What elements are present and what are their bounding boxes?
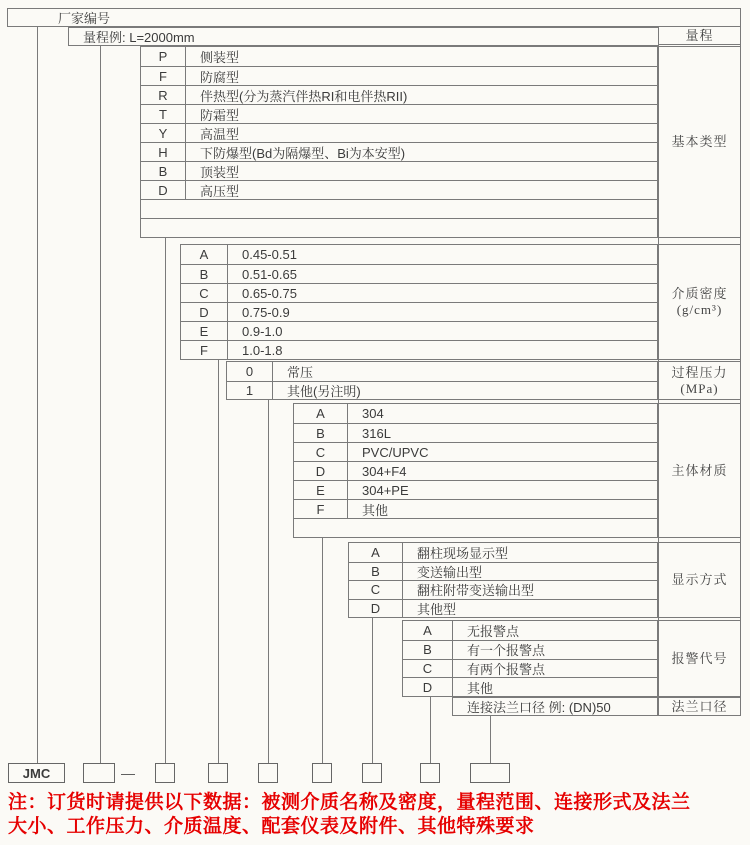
- order-code-box-basic-type: [155, 763, 175, 783]
- order-code-box-material: [312, 763, 332, 783]
- table-row: [294, 442, 657, 461]
- row-desc: 高温型: [200, 126, 240, 142]
- row-desc: 有一个报警点: [467, 643, 546, 659]
- row-desc: 0.45-0.51: [242, 247, 297, 262]
- row-desc: 防霜型: [200, 107, 240, 123]
- order-code-box-display: [362, 763, 382, 783]
- row-desc: 高压型: [200, 183, 240, 199]
- row-code: T: [141, 105, 186, 123]
- row-desc: 其他: [467, 680, 494, 696]
- table-row: [141, 85, 657, 104]
- row-desc: 0.9-1.0: [242, 323, 283, 339]
- table-row: [227, 381, 657, 400]
- table-row: [181, 340, 657, 359]
- section-label-process-pressure: 过程压力 (MPa): [659, 361, 740, 400]
- row-code: D: [294, 462, 348, 480]
- connector-line: [218, 360, 219, 763]
- empty-row: [294, 518, 657, 537]
- row-code: F: [181, 341, 228, 359]
- row-code: D: [349, 600, 403, 618]
- manufacturer-number-label: 厂家编号: [58, 11, 111, 26]
- table-row: [141, 161, 657, 180]
- row-desc: 304+F4: [362, 463, 407, 479]
- connector-line: [372, 618, 373, 763]
- table-row: [294, 423, 657, 442]
- table-row: [403, 659, 657, 678]
- connector-line: [100, 45, 101, 763]
- row-desc: 侧装型: [200, 50, 240, 65]
- row-desc: 顶装型: [200, 164, 240, 180]
- order-note-line2: 大小、工作压力、介质温度、配套仪表及附件、其他特殊要求: [8, 816, 535, 837]
- table-row: [294, 480, 657, 499]
- row-desc: 其他: [362, 502, 389, 518]
- body-material-table: [293, 403, 658, 538]
- row-desc: 翻柱附带变送输出型: [417, 583, 535, 599]
- row-desc: 304: [362, 406, 384, 421]
- row-code: H: [141, 143, 186, 161]
- section-label-flange-size: 法兰口径: [659, 697, 740, 716]
- range-example-label: 量程例: L=2000mm: [83, 30, 195, 45]
- flange-size-text: 连接法兰口径 例: (DN)50: [467, 700, 611, 715]
- table-row: [141, 180, 657, 199]
- row-code: B: [141, 162, 186, 180]
- connector-line: [37, 26, 38, 763]
- row-code: C: [403, 660, 453, 678]
- order-code-box-density: [208, 763, 228, 783]
- connector-line: [322, 538, 323, 763]
- alarm-code-table: [402, 620, 658, 697]
- row-desc: 其他型: [417, 601, 457, 617]
- table-row: [141, 47, 657, 66]
- order-code-box-pressure: [258, 763, 278, 783]
- range-example-box: [68, 27, 658, 46]
- medium-density-table: [180, 244, 658, 360]
- row-code: E: [181, 322, 228, 340]
- order-note: [8, 791, 748, 839]
- display-mode-table: [348, 542, 658, 618]
- section-label-body-material: 主体材质: [659, 403, 740, 538]
- table-row: [349, 543, 657, 562]
- row-code: D: [403, 678, 453, 696]
- connector-line: [165, 238, 166, 763]
- section-label-medium-density: 介质密度 (g/cm³): [659, 244, 740, 360]
- manufacturer-number-box: [7, 8, 741, 27]
- row-code: E: [294, 481, 348, 499]
- row-desc: 伴热型(分为蒸汽伴热RI和电伴热RII): [200, 88, 408, 104]
- order-code-separator: —: [121, 765, 135, 781]
- order-code-box-manufacturer: [83, 763, 115, 783]
- table-row: [181, 321, 657, 340]
- table-row: [227, 362, 657, 381]
- table-row: [403, 677, 657, 696]
- section-label-display-mode: 显示方式: [659, 542, 740, 618]
- row-desc: 1.0-1.8: [242, 342, 283, 358]
- row-code: C: [349, 581, 403, 599]
- row-code: F: [294, 500, 348, 518]
- table-row: [181, 245, 657, 264]
- row-desc: 0.75-0.9: [242, 304, 290, 320]
- row-code: C: [294, 443, 348, 461]
- row-desc: 其他(另注明): [287, 383, 361, 399]
- row-code: R: [141, 86, 186, 104]
- flange-size-row: [452, 697, 658, 716]
- row-code: Y: [141, 124, 186, 142]
- row-code: C: [181, 284, 228, 302]
- table-row: [141, 123, 657, 142]
- table-row: [349, 580, 657, 599]
- connector-line: [490, 716, 491, 763]
- row-desc: 316L: [362, 425, 391, 441]
- model-prefix-box: JMC: [8, 763, 65, 783]
- empty-row: [141, 199, 657, 218]
- row-code: 1: [227, 382, 273, 400]
- row-code: A: [349, 543, 403, 562]
- section-label-basic-type: 基本类型: [659, 46, 740, 238]
- row-code: A: [181, 245, 228, 264]
- table-row: [181, 302, 657, 321]
- order-code-box-flange: [470, 763, 510, 783]
- table-row: [349, 599, 657, 618]
- connector-line: [430, 697, 431, 763]
- process-pressure-table: [226, 361, 658, 400]
- table-row: [141, 104, 657, 123]
- row-desc: 常压: [287, 364, 314, 380]
- row-code: B: [349, 563, 403, 581]
- row-code: P: [141, 47, 186, 66]
- table-row: [294, 404, 657, 423]
- row-code: B: [403, 641, 453, 659]
- table-row: [181, 283, 657, 302]
- row-desc: 翻柱现场显示型: [417, 545, 509, 561]
- table-row: [294, 499, 657, 518]
- row-code: D: [181, 303, 228, 321]
- table-row: [294, 461, 657, 480]
- row-desc: PVC/UPVC: [362, 444, 429, 460]
- row-desc: 变送输出型: [417, 564, 483, 580]
- row-desc: 304+PE: [362, 482, 409, 498]
- empty-row: [141, 218, 657, 237]
- connector-line: [268, 400, 269, 763]
- row-desc: 无报警点: [467, 623, 520, 639]
- table-row: [141, 66, 657, 85]
- row-code: B: [294, 424, 348, 442]
- row-desc: 0.51-0.65: [242, 266, 297, 282]
- order-code-box-alarm: [420, 763, 440, 783]
- table-row: [141, 142, 657, 161]
- row-code: D: [141, 181, 186, 199]
- section-label-alarm-code: 报警代号: [659, 620, 740, 697]
- category-rail: [658, 26, 741, 716]
- row-code: B: [181, 265, 228, 283]
- order-note-line1: 注：订货时请提供以下数据：被测介质名称及密度，量程范围、连接形式及法兰: [8, 792, 691, 813]
- row-code: A: [403, 621, 453, 640]
- table-row: [349, 562, 657, 581]
- section-label-range: 量程: [659, 26, 740, 45]
- row-code: 0: [227, 362, 273, 381]
- table-row: [181, 264, 657, 283]
- row-code: A: [294, 404, 348, 423]
- row-desc: 防腐型: [200, 69, 240, 85]
- table-row: [403, 640, 657, 659]
- row-desc: 有两个报警点: [467, 661, 546, 677]
- basic-type-table: [140, 46, 658, 238]
- row-desc: 下防爆型(Bd为隔爆型、Bi为本安型): [200, 145, 406, 161]
- table-row: [403, 621, 657, 640]
- row-desc: 0.65-0.75: [242, 285, 297, 301]
- row-code: F: [141, 67, 186, 85]
